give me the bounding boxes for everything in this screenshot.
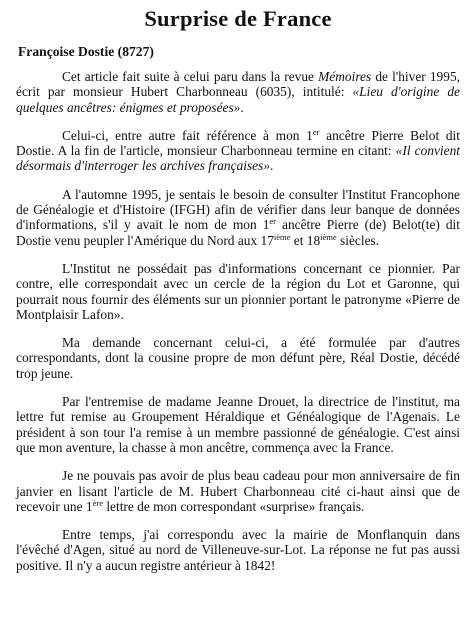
paragraph-3-text-c: et 18 [290, 232, 321, 248]
paragraph-2-text-d: . [270, 158, 274, 174]
paragraph-1-text-e: . [240, 99, 244, 115]
paragraph-5: Ma demande concernant celui-ci, a été formulée par d'autres correspondants, dont la cousine propre de mon défunt père, Réal Dostie, décédé trop jeune. [16, 335, 460, 381]
paragraph-7-text-b: lettre de mon correspondant «surprise» français. [102, 498, 365, 514]
paragraph-8: Entre temps, j'ai correspondu avec la mairie de Monflanquin dans l'évêché d'Agen, situé au nord de Villeneuve-sur-Lot. La réponse ne fut pas aussi positive. Il n'y a aucun registre antérieur à 1842! [16, 527, 460, 573]
paragraph-3-text-d: siècles. [336, 232, 380, 248]
paragraph-1-text-c: de l'hiver 1995, écrit par monsieur Hubert Charbonneau (6035), intitulé: [16, 69, 460, 100]
paragraph-7 [16, 468, 460, 514]
paragraph-3-text-a: A l'automne 1995, je sentais le besoin de consulter l'Institut Francophone de Généalogie et d'Histoire (IFGH) afin de vérifier dans leur banque de données d'informations, s'il y avait le nom de mon 1 [16, 186, 460, 233]
paragraph-1-text-a: Cet article fait suite à celui paru dans la revue [62, 69, 319, 84]
paragraph-3 [16, 187, 460, 248]
journal-title: Mémoires [318, 69, 372, 84]
paragraph-2-text-a: Celui-ci, entre autre fait référence à mon 1 [62, 127, 313, 143]
page-title: Surprise de France [144, 6, 332, 31]
author-line: Françoise Dostie (8727) [18, 44, 154, 59]
paragraph-7-text-a: Je ne pouvais pas avoir de plus beau cadeau pour mon anniversaire de fin janvier en lisant l'article de M. Hubert Charbonneau cité ci-haut ainsi que de recevoir une 1 [16, 468, 460, 514]
ordinal-superscript: ième [273, 231, 291, 242]
article-title: «Lieu d'origine de quelques ancêtres: énigmes et proposées» [16, 84, 461, 115]
paragraph-2 [16, 128, 460, 174]
ordinal-superscript: er [312, 126, 320, 137]
paragraph-1 [16, 69, 460, 115]
quotation: «Il convient désormais d'interroger les archives françaises» [16, 143, 460, 174]
ordinal-superscript: ère [92, 497, 103, 508]
paragraph-6: Par l'entremise de madame Jeanne Drouet, la directrice de l'institut, ma lettre fut remise au Groupement Héraldique et Généalogique de l'Agenais. Le président à son tour l'a remise à un membre passionné de généalogie. C'est ainsi que mon aventure, la chasse à mon ancêtre, commença avec la France. [16, 394, 460, 455]
paragraph-2-text-b: ancêtre Pierre Belot dit Dostie. A la fin de l'article, monsieur Charbonneau termine en citant: [16, 127, 460, 159]
ordinal-superscript: ième [320, 231, 337, 242]
ordinal-superscript: er [269, 216, 277, 227]
paragraph-4: L'Institut ne possédait pas d'informations concernant ce pionnier. Par contre, elle correspondait avec un cercle de la région du Lot et Garonne, qui pourrait nous fournir des éléments sur un pionnier portant le patronyme «Pierre de Montplaisir Lafon». [16, 260, 460, 322]
paragraph-3-text-b: ancêtre Pierre (de) Belot(te) dit Dostie venu peupler l'Amérique du Nord aux 17 [16, 217, 460, 248]
